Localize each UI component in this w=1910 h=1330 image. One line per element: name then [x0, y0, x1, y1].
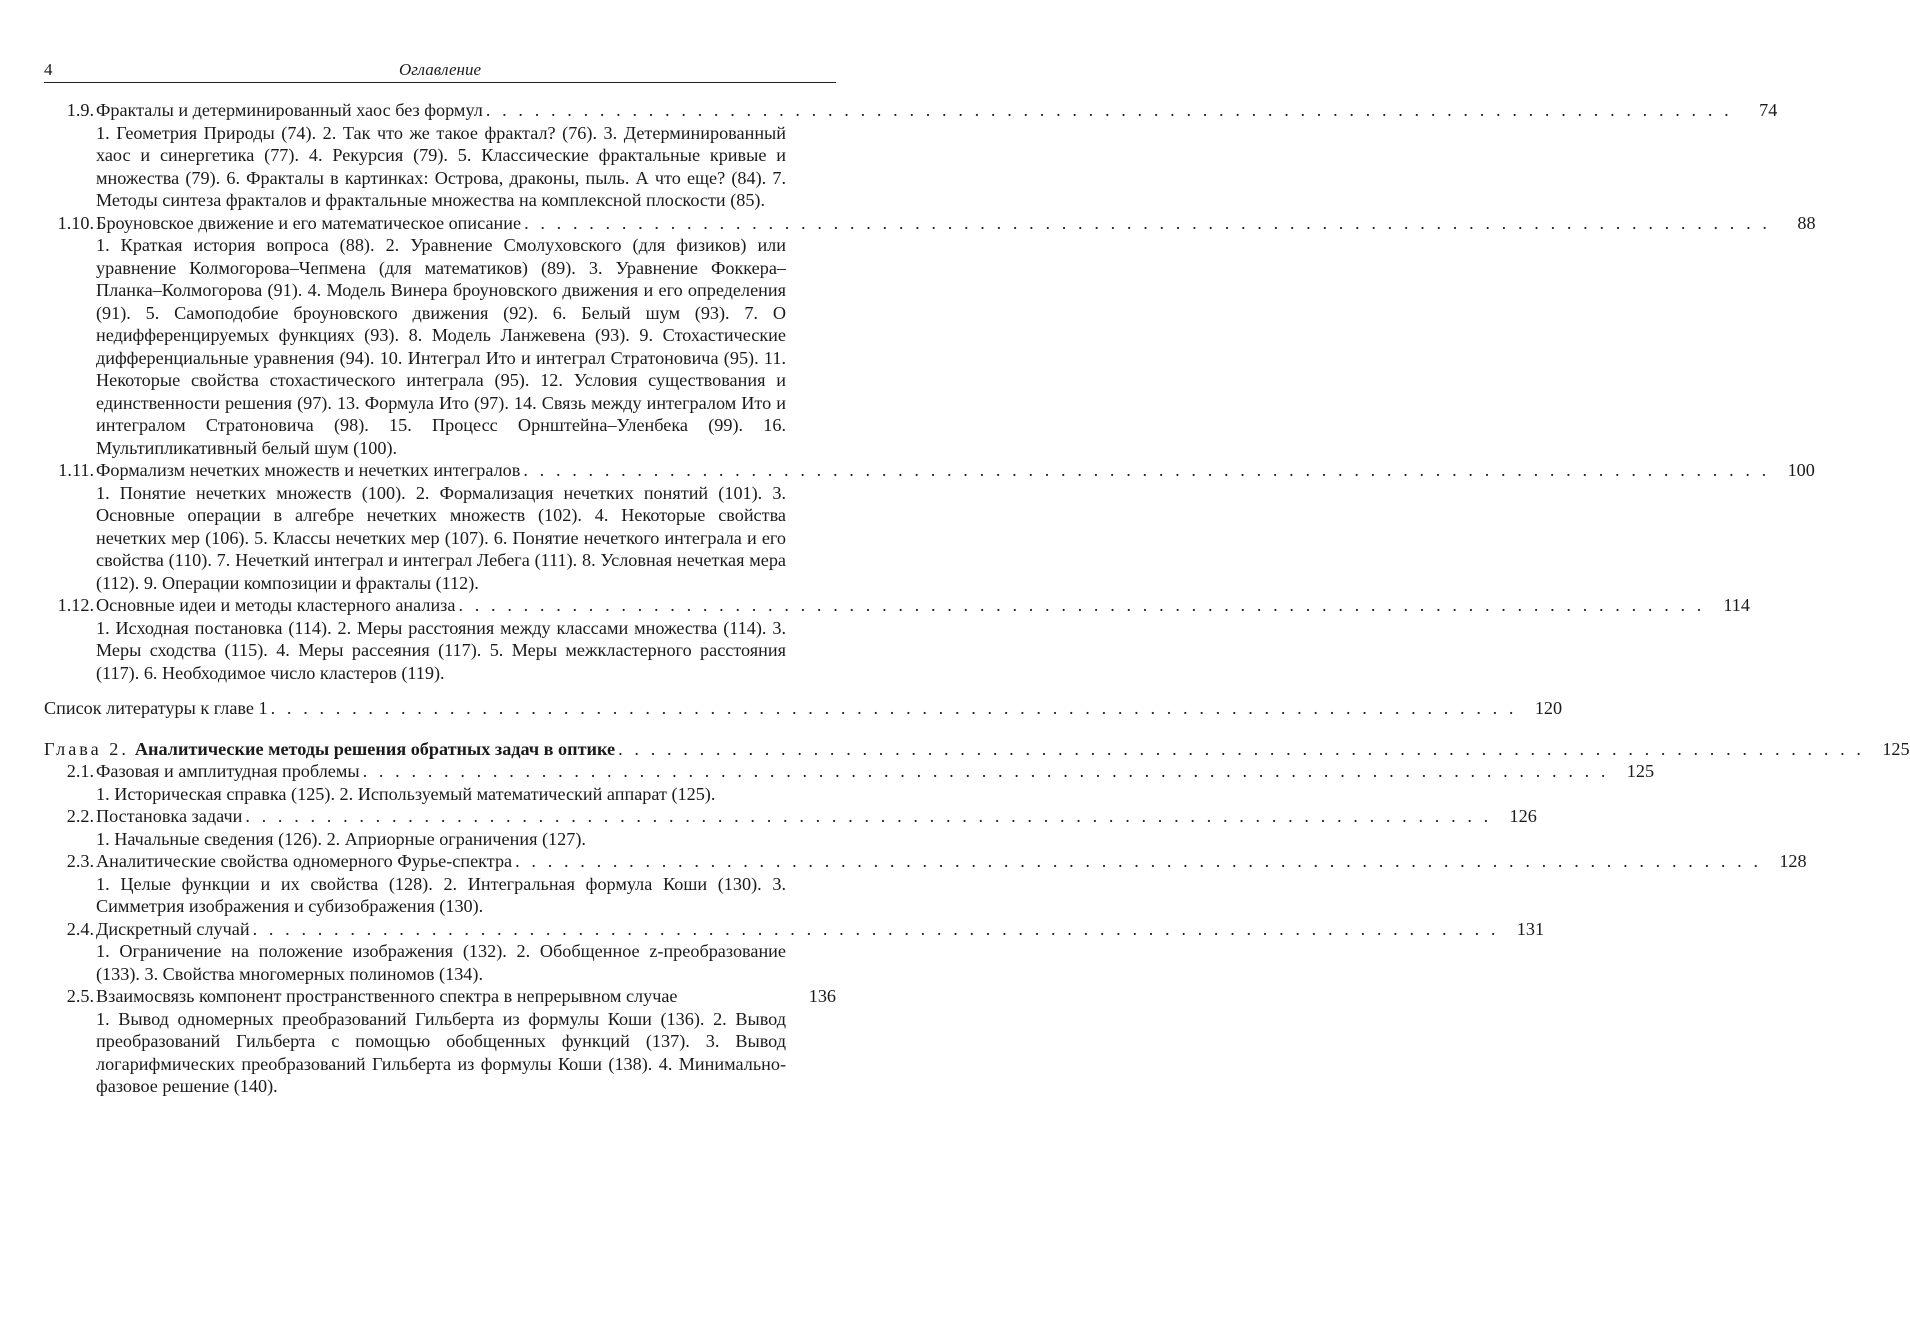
- subsection-list: 1. Целые функции и их свойства (128). 2. Интегральная формула Коши (130). 3. Симметрия изображения и субизображения (130).: [96, 873, 786, 916]
- section-number: 2.5.: [66, 986, 94, 1006]
- section-number: 2.4.: [66, 918, 94, 939]
- running-title: Оглавление: [398, 60, 482, 79]
- subsection-list: 1. Исходная постановка (114). 2. Меры расстояния между классами множества (114). 3. Меры сходства (115). 4. Меры рассеяния (117). 5. Меры межкластерного расстояния (117). 6. Необходимое число кластеров (119).: [96, 617, 786, 683]
- section-title[interactable]: Постановка задачи: [96, 806, 243, 826]
- toc-entry-bibliography: [44, 697, 1563, 720]
- leader-dots: . . . . . . . . . . . . . . . . . . . . . . . . . . . . . . . . . . . . . . . . . . . . . . . . . . . . . . . . . . . . . . . . . . . . . . . . . . . . .: [362, 761, 1610, 781]
- section-number: 1.12.: [57, 595, 94, 615]
- page-number: 4: [44, 60, 53, 79]
- leader-dots: . . . . . . . . . . . . . . . . . . . . . . . . . . . . . . . . . . . . . . . . . . . . . . . . . . . . . . . . . . . . . . . . . . . . . . . . . . . . .: [252, 918, 1500, 939]
- page-ref: 136: [808, 986, 836, 1006]
- subsection-list: 1. Краткая история вопроса (88). 2. Уравнение Смолуховского (для физиков) или уравнение Колмогорова–Чепмена (для математиков) (89). 3. Уравнение Фоккера–Планка–Колмогорова (91). 4. Модель Винера броуновского движения и его определения (91). 5. Самоподобие броуновского движения (92). 6. Белый шум (93). 7. О недифференцируемых функциях (93). 8. Модель Ланжевена (93). 9. Стохастические дифференциальные уравнения (94). 10. Интеграл Ито и интеграл Стратоновича (95). 11. Некоторые свойства стохастического интеграла (95). 12. Условия существования и единственности решения (97). 13. Формула Ито (97). 14. Связь между интегралом Ито и интегралом Стратоновича (98). 15. Процесс Орнштейна–Уленбека (99). 16. Мультипликативный белый шум (100).: [96, 235, 786, 458]
- toc-entry-1-10: [44, 212, 1816, 460]
- toc-entry-2-3: [44, 850, 1807, 918]
- toc-entry-2-5: [44, 985, 836, 1098]
- section-title[interactable]: Дискретный случай: [96, 918, 250, 939]
- leader-dots: . . . . . . . . . . . . . . . . . . . . . . . . . . . . . . . . . . . . . . . . . . . . . . . . . . . . . . . . . . . . . . . . . . . . . . . . . . . . .: [245, 806, 1492, 826]
- subsection-list: 1. Вывод одномерных преобразований Гильберта из формулы Коши (136). 2. Вывод преобразований Гильберта с помощью обобщенных функций (137). 3. Вывод логарифмических преобразований Гильберта из формулы Коши (138). 4. Минимально-фазовое решение (140).: [96, 1008, 786, 1096]
- section-title[interactable]: Аналитические свойства одномерного Фурье-спектра: [96, 851, 513, 871]
- section-title[interactable]: Фракталы и детерминированный хаос без формул: [96, 100, 483, 120]
- leader-dots: . . . . . . . . . . . . . . . . . . . . . . . . . . . . . . . . . . . . . . . . . . . . . . . . . . . . . . . . . . . . . . . . . . . . . . . . . . . . .: [524, 212, 1771, 233]
- section-title[interactable]: Формализм нечетких множеств и нечетких интегралов: [96, 460, 521, 480]
- section-number: 2.1.: [66, 761, 94, 781]
- section-number: 1.10.: [57, 212, 94, 233]
- section-title[interactable]: Броуновское движение и его математическое описание: [96, 212, 522, 233]
- section-title[interactable]: Взаимосвязь компонент пространственного спектра в непрерывном случае: [96, 986, 678, 1006]
- toc-entry-1-9: [44, 99, 1778, 212]
- section-number: 1.11.: [58, 460, 94, 480]
- page-ref: 131: [1516, 918, 1545, 939]
- subsection-list: 1. Начальные сведения (126). 2. Априорные ограничения (127).: [96, 828, 586, 849]
- toc-entry-2-4: [44, 918, 1545, 986]
- toc-entry-2-2: [44, 805, 1537, 850]
- page-ref: 125: [1626, 761, 1655, 781]
- bibliography-title[interactable]: Список литературы к главе 1: [44, 698, 268, 718]
- toc-entry-1-11: [44, 459, 1815, 594]
- chapter-heading[interactable]: [44, 738, 615, 761]
- section-number: 2.3.: [66, 851, 94, 871]
- page-ref: 100: [1787, 460, 1815, 480]
- subsection-list: 1. Историческая справка (125). 2. Используемый математический аппарат (125).: [96, 783, 716, 804]
- section-title[interactable]: Фазовая и амплитудная проблемы: [96, 761, 360, 781]
- subsection-list: 1. Ограничение на положение изображения (132). 2. Обобщенное z-преобразование (133). 3. Свойства многомерных полиномов (134).: [96, 941, 786, 984]
- page: [44, 58, 1910, 1098]
- page-ref: 128: [1779, 851, 1807, 871]
- toc-entry-1-12: [44, 594, 1750, 684]
- toc-entry-chapter-2: [44, 738, 1910, 761]
- section-number: 1.9.: [66, 100, 94, 120]
- page-ref: 114: [1723, 595, 1750, 615]
- leader-dots: . . . . . . . . . . . . . . . . . . . . . . . . . . . . . . . . . . . . . . . . . . . . . . . . . . . . . . . . . . . . . . . . . . . . . . . . . . . . .: [485, 100, 1733, 120]
- page-ref: 74: [1759, 100, 1778, 120]
- page-ref: 88: [1797, 212, 1816, 233]
- leader-dots: . . . . . . . . . . . . . . . . . . . . . . . . . . . . . . . . . . . . . . . . . . . . . . . . . . . . . . . . . . . . . . . . . . . . . . . . . . . . .: [618, 738, 1865, 759]
- chapter-title: Аналитические методы решения обратных задач в оптике: [134, 738, 616, 759]
- subsection-list: 1. Геометрия Природы (74). 2. Так что же такое фрактал? (76). 3. Детерминированный хаос и синергетика (77). 4. Рекурсия (79). 5. Классические фрактальные кривые и множества (79). 6. Фракталы в картинках: Острова, драконы, пыль. А что еще? (84). 7. Методы синтеза фракталов и фрактальные множества на комплексной плоскости (85).: [96, 122, 786, 210]
- page-ref: 120: [1534, 698, 1563, 718]
- page-ref: 126: [1509, 806, 1537, 826]
- leader-dots: . . . . . . . . . . . . . . . . . . . . . . . . . . . . . . . . . . . . . . . . . . . . . . . . . . . . . . . . . . . . . . . . . . . . . . . . . . . . .: [458, 595, 1705, 615]
- running-header: [44, 58, 836, 83]
- toc-entry-2-1: [44, 760, 1655, 805]
- table-of-contents: [44, 99, 1910, 1098]
- page-ref: 125: [1882, 738, 1910, 759]
- subsection-list: 1. Понятие нечетких множеств (100). 2. Формализация нечетких понятий (101). 3. Основные операции в алгебре нечетких множеств (102). 4. Некоторые свойства нечетких мер (106). 5. Классы нечетких мер (107). 6. Понятие нечеткого интеграла и его свойства (110). 7. Нечеткий интеграл и интеграл Лебега (111). 8. Условная нечеткая мера (112). 9. Операции композиции и фракталы (112).: [96, 482, 786, 593]
- leader-dots: . . . . . . . . . . . . . . . . . . . . . . . . . . . . . . . . . . . . . . . . . . . . . . . . . . . . . . . . . . . . . . . . . . . . . . . . . . . . .: [515, 851, 1762, 871]
- leader-dots: . . . . . . . . . . . . . . . . . . . . . . . . . . . . . . . . . . . . . . . . . . . . . . . . . . . . . . . . . . . . . . . . . . . . . . . . . . . . .: [523, 460, 1770, 480]
- section-number: 2.2.: [66, 806, 94, 826]
- section-title[interactable]: Основные идеи и методы кластерного анализа: [96, 595, 456, 615]
- leader-dots: . . . . . . . . . . . . . . . . . . . . . . . . . . . . . . . . . . . . . . . . . . . . . . . . . . . . . . . . . . . . . . . . . . . . . . . . . . . . .: [270, 698, 1518, 718]
- chapter-label: Глава 2.: [44, 738, 129, 759]
